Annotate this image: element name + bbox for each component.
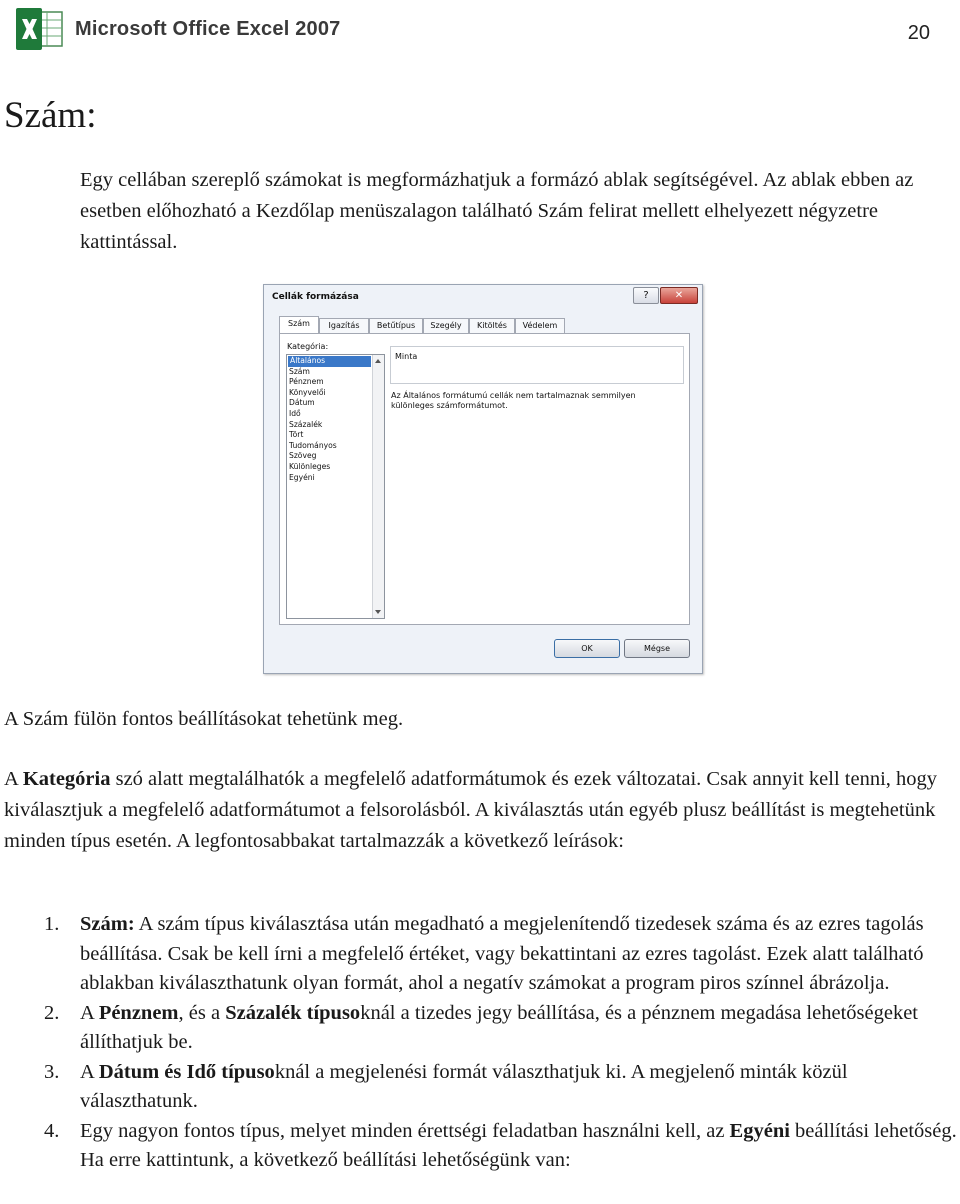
format-cells-dialog — [263, 284, 703, 674]
list-number: 1. — [44, 913, 60, 935]
category-item[interactable]: Pénznem — [289, 377, 324, 387]
page-number: 20 — [907, 22, 930, 44]
category-item[interactable]: Könyvelői — [289, 387, 326, 397]
tab-kitoltes[interactable]: Kitöltés — [469, 318, 515, 333]
category-item[interactable]: Tudományos — [289, 440, 337, 450]
category-item[interactable]: Különleges — [289, 461, 331, 471]
help-button[interactable]: ? — [633, 287, 659, 304]
sample-label: Minta — [395, 352, 418, 361]
category-label: Kategória: — [287, 342, 329, 351]
scroll-down-icon[interactable] — [375, 610, 381, 614]
intro-paragraph: Egy cellában szereplő számokat is megformázhatjuk a formázó ablak segítségével. Az ablak ebben az esetben előhozható a Kezdőlap menüszalagon található Szám felirat mellett elhelyezett négyzetre kattintással. — [80, 169, 914, 253]
category-item[interactable]: Százalék — [289, 419, 323, 429]
category-item-selected[interactable]: Általános — [288, 356, 371, 367]
category-item[interactable]: Dátum — [289, 398, 315, 408]
scroll-up-icon[interactable] — [375, 359, 381, 363]
cancel-button[interactable]: Mégse — [624, 639, 690, 658]
list-item: 1. Szám: A szám típus kiválasztása után megadható a megjelenítendő tizedesek száma és az ezres tagolás beállítása. Csak be kell írni a megfelelő értéket, vagy bekattintani az ezres tagolást. Ezek alatt található ablakban kiválaszthatunk olyan formát, ahol a negatív számokat a program piros színnel ábrázolja. — [0, 910, 960, 999]
bold-kategoria: Kategória — [22, 768, 111, 790]
sample-box — [390, 346, 684, 384]
category-description: Az Általános formátumú cellák nem tartalmaznak semmilyen különleges számformátumot. — [391, 391, 636, 410]
paragraph-tab-info: A Szám fülön fontos beállításokat tehetünk meg. — [4, 708, 404, 730]
ok-button[interactable]: OK — [554, 639, 620, 658]
type-description-list — [0, 910, 960, 1176]
category-item[interactable]: Szám — [289, 366, 310, 376]
list-item: 3. A Dátum és Idő típusoknál a megjelenési formát választhatjuk ki. A megjelenő minták közül választhatunk. — [0, 1058, 960, 1117]
category-list[interactable] — [286, 354, 385, 619]
tab-igazitas[interactable]: Igazítás — [319, 318, 369, 333]
tab-vedelem[interactable]: Védelem — [515, 318, 565, 333]
tab-szegely[interactable]: Szegély — [423, 318, 469, 333]
list-item: 4. Egy nagyon fontos típus, melyet minden érettségi feladatban használni kell, az Egyéni beállítási lehetőség. Ha erre kattintunk, a következő beállítási lehetőségünk van: — [0, 1117, 960, 1176]
close-button[interactable]: ✕ — [660, 287, 698, 304]
tab-szam[interactable]: Szám — [279, 316, 319, 334]
category-scrollbar[interactable] — [372, 355, 384, 618]
tab-betutipus[interactable]: Betűtípus — [369, 318, 423, 333]
category-item[interactable]: Egyéni — [289, 472, 315, 482]
excel-logo-icon — [14, 6, 64, 52]
list-number: 3. — [44, 1060, 60, 1083]
category-item[interactable]: Tört — [289, 430, 304, 440]
tab-panel — [279, 333, 690, 625]
list-number: 4. — [44, 1119, 60, 1142]
category-item[interactable]: Szöveg — [289, 451, 317, 461]
app-title: Microsoft Office Excel 2007 — [75, 18, 341, 40]
paragraph-category-info: A Kategória szó alatt megtalálhatók a megfelelő adatformátumok és ezek változatai. Csak annyit kell tenni, hogy kiválasztjuk a megfelelő adatformátumot a felsorolásból. A kiválasztás után egyéb plusz beállítást is megtehetünk minden típus esetén. A legfontosabbakat tartalmazzák a következő leírások: — [4, 768, 938, 852]
dialog-title: Cellák formázása — [272, 292, 359, 302]
section-title: Szám: — [4, 95, 97, 136]
list-item: 2. A Pénznem, és a Százalék típusoknál a tizedes jegy beállítása, és a pénznem megadása lehetőségeket állíthatjuk be. — [0, 999, 960, 1058]
category-item[interactable]: Idő — [289, 408, 301, 418]
list-number: 2. — [44, 1001, 60, 1024]
